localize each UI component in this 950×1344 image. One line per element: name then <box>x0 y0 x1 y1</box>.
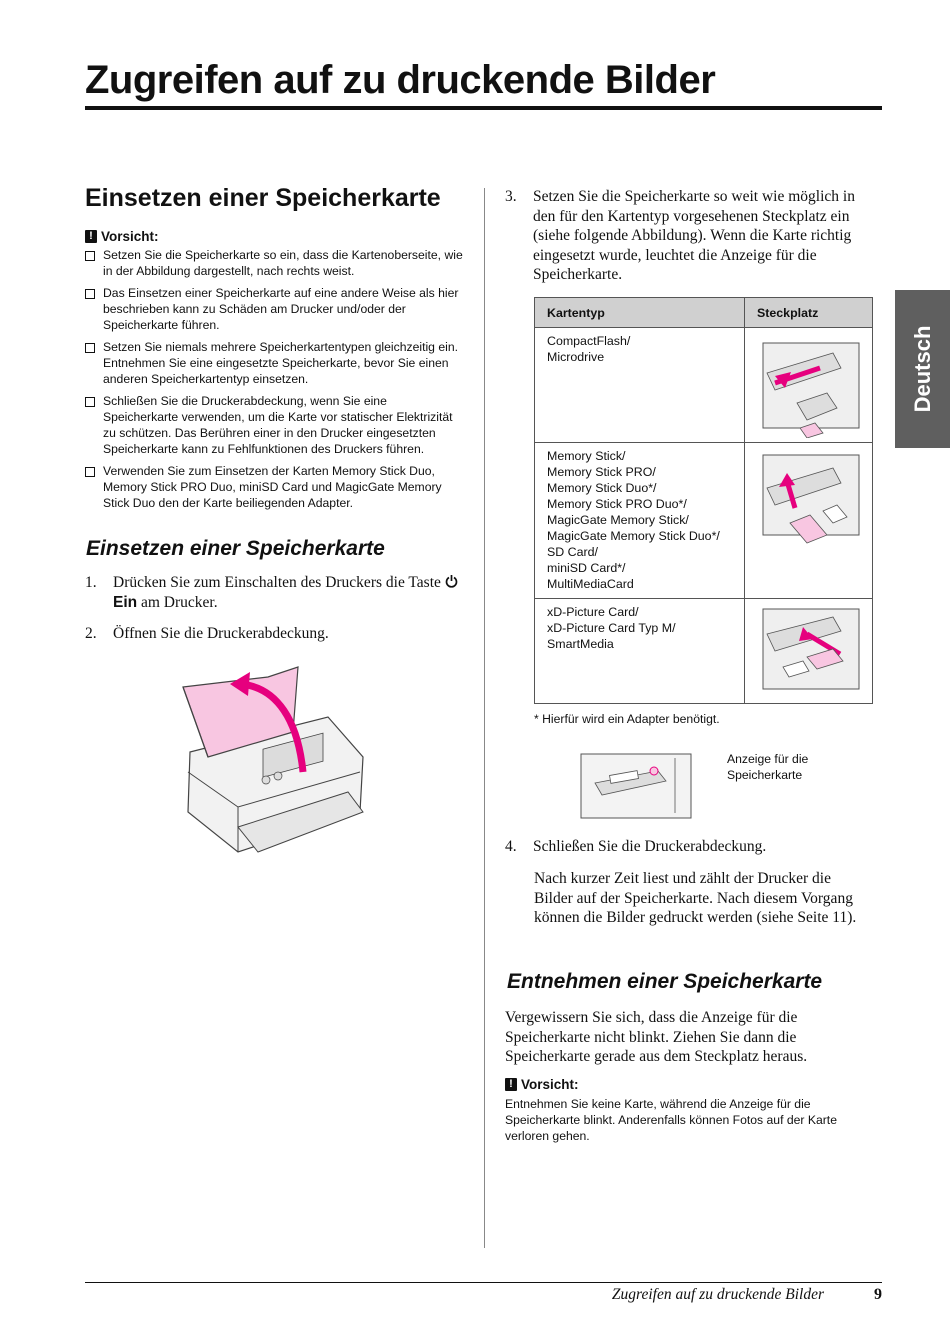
page-title: Zugreifen auf zu druckende Bilder <box>85 58 716 102</box>
power-icon <box>445 574 458 588</box>
memorystick-slot-illustration <box>745 443 871 553</box>
slot-illustration-cell <box>745 443 873 599</box>
column-divider <box>484 188 485 1248</box>
table-header-row <box>535 298 873 328</box>
caution-heading <box>85 229 159 244</box>
side-tab-label: Deutsch <box>909 325 935 413</box>
indicator-label-line: Anzeige für die <box>727 752 809 766</box>
power-key-label: Ein <box>113 593 138 611</box>
caution-icon: ! <box>85 230 97 243</box>
remove-heading: Entnehmen einer Speicherkarte <box>507 970 823 993</box>
card-type-line: Microdrive <box>547 350 605 364</box>
card-type-line: CompactFlash/ <box>547 334 631 348</box>
step-4 <box>505 837 880 857</box>
caution-list <box>85 247 465 517</box>
card-type-line: SmartMedia <box>547 637 614 651</box>
card-type-cell <box>535 599 745 704</box>
caution-item: Das Einsetzen einer Speicherkarte auf eine andere Weise als hier beschrieben kann zu Schäden am Drucker und/oder der Speicherkarte führen. <box>85 285 465 333</box>
card-type-line: Memory Stick Duo*/ <box>547 481 657 495</box>
caution-item: Verwenden Sie zum Einsetzen der Karten Memory Stick Duo, Memory Stick PRO Duo, miniSD Card und MagicGate Memory Stick Duo den der Karte beiliegenden Adapter. <box>85 463 465 511</box>
page-number: 9 <box>874 1286 882 1303</box>
step-text: Öffnen Sie die Druckerabdeckung. <box>113 625 329 642</box>
compactflash-slot-illustration <box>745 328 871 438</box>
table-row <box>535 443 873 599</box>
table-footnote: * Hierfür wird ein Adapter benötigt. <box>534 712 720 726</box>
step-3 <box>505 187 880 285</box>
caution-text: Entnehmen Sie keine Karte, während die Anzeige für die Speicherkarte blinkt. Anderenfalls können Fotos auf der Karte verloren gehen. <box>505 1097 837 1143</box>
xd-slot-illustration <box>745 599 871 699</box>
column-header: Kartentyp <box>535 298 745 328</box>
card-slot-table <box>534 297 873 704</box>
step-number: 4. <box>505 838 517 855</box>
footer-rule <box>85 1282 882 1283</box>
step-text: Setzen Sie die Speicherkarte so weit wie möglich in den für den Kartentyp vorgesehenen Steckplatz ein (siehe folgende Abbildung). Wenn die Karte richtig eingesetzt wurde, leuchtet die Anzeige für die Speicherkarte. <box>533 188 855 283</box>
section-heading: Einsetzen einer Speicherkarte <box>85 184 441 212</box>
subheading: Einsetzen einer Speicherkarte <box>86 537 385 560</box>
slot-illustration-cell <box>745 328 873 443</box>
caution-item: Schließen Sie die Druckerabdeckung, wenn Sie eine Speicherkarte verwenden, um die Karte vor statischer Elektrizität zu schützen. Das Berühren einer in den Drucker eingesetzten Speicherkarte kann zu Fehlfunktionen des Druckers führen. <box>85 393 465 457</box>
remove-text: Vergewissern Sie sich, dass die Anzeige für die Speicherkarte nicht blinkt. Ziehen Sie dann die Speicherkarte gerade aus dem Steckplatz heraus. <box>505 1009 808 1065</box>
caution-item: Setzen Sie niemals mehrere Speicherkartentypen gleichzeitig ein. Entnehmen Sie eine eingesetzte Speicherkarte, bevor Sie einen anderen Speicherkartentyp einsetzen. <box>85 339 465 387</box>
table-row <box>535 328 873 443</box>
title-rule <box>85 106 882 110</box>
card-type-line: MultiMediaCard <box>547 577 634 591</box>
caution-heading <box>505 1077 579 1092</box>
step-text <box>113 573 465 612</box>
card-type-line: SD Card/ <box>547 545 598 559</box>
card-type-line: MagicGate Memory Stick/ <box>547 513 689 527</box>
card-type-line: Memory Stick/ <box>547 449 626 463</box>
column-header: Steckplatz <box>745 298 873 328</box>
caution-label: Vorsicht: <box>101 229 159 244</box>
indicator-label-line: Speicherkarte <box>727 768 803 782</box>
step-4-detail: Nach kurzer Zeit liest und zählt der Drucker die Bilder auf der Speicherkarte. Nach diesem Vorgang können die Bilder gedruckt werden (siehe Seite 11). <box>534 870 857 926</box>
step-number: 1. <box>85 574 97 591</box>
card-type-cell <box>535 443 745 599</box>
card-type-line: Memory Stick PRO/ <box>547 465 656 479</box>
caution-label: Vorsicht: <box>521 1077 579 1092</box>
caution-item: Setzen Sie die Speicherkarte so ein, dass die Kartenoberseite, wie in der Abbildung dargestellt, nach rechts weist. <box>85 247 465 279</box>
step-text-end: am Drucker. <box>137 593 218 611</box>
card-indicator-illustration <box>580 753 692 819</box>
card-type-line: miniSD Card*/ <box>547 561 626 575</box>
step-2 <box>85 624 465 644</box>
card-type-line: xD-Picture Card/ <box>547 605 639 619</box>
caution-icon: ! <box>505 1078 517 1091</box>
step-1 <box>85 573 465 612</box>
printer-illustration <box>178 662 368 858</box>
table-row <box>535 599 873 704</box>
step-number: 3. <box>505 188 517 205</box>
side-tab <box>895 290 950 448</box>
step-number: 2. <box>85 625 97 642</box>
card-type-line: Memory Stick PRO Duo*/ <box>547 497 687 511</box>
card-type-line: MagicGate Memory Stick Duo*/ <box>547 529 720 543</box>
card-type-line: xD-Picture Card Typ M/ <box>547 621 676 635</box>
step-text-start: Drücken Sie zum Einschalten des Druckers die Taste <box>113 574 445 591</box>
step-text: Schließen Sie die Druckerabdeckung. <box>533 838 767 855</box>
indicator-label <box>727 751 808 783</box>
slot-illustration-cell <box>745 599 873 704</box>
footer-title: Zugreifen auf zu druckende Bilder <box>611 1286 824 1303</box>
card-type-cell <box>535 328 745 443</box>
